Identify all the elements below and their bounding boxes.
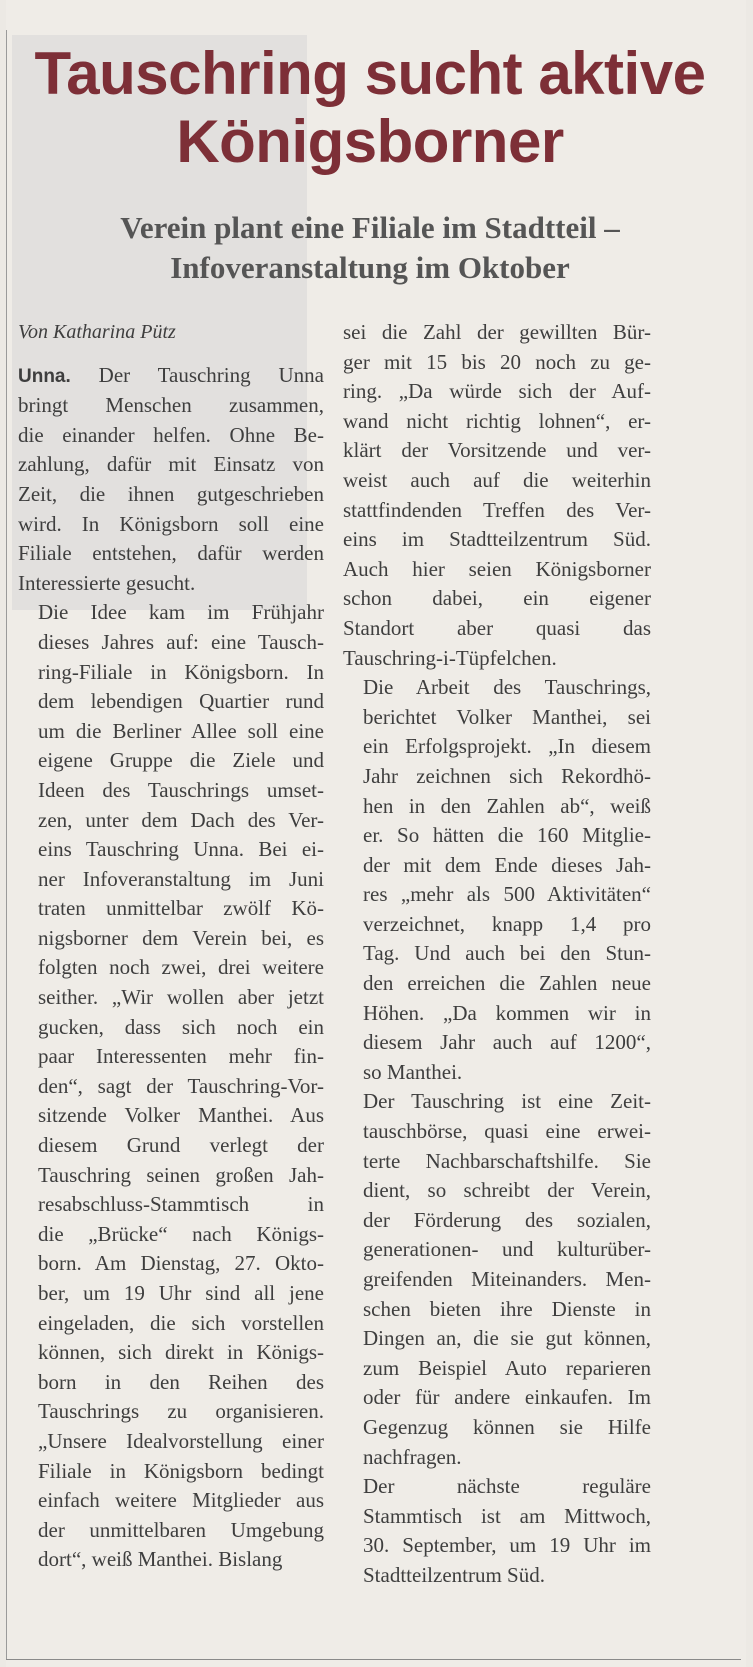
text-line: terte Nachbarschaftshilfe. Sie <box>363 1148 651 1173</box>
text-line: können, sich direkt in Königs- <box>38 1340 324 1365</box>
text-line: Die Arbeit des Tauschrings, <box>363 675 651 700</box>
text-line: diesem Jahr auch auf 1200“, <box>363 1030 651 1055</box>
text-line: Der nächste reguläre <box>363 1474 651 1499</box>
text-line: diesem Grund verlegt der <box>38 1133 324 1158</box>
text-line: die einander helfen. Ohne Be- <box>18 422 324 447</box>
text-line: zen, unter dem Dach des Ver- <box>38 807 324 832</box>
text-line: res „mehr als 500 Aktivitäten“ <box>363 882 651 907</box>
text-line: berichtet Volker Manthei, sei <box>363 704 651 729</box>
text-line: Dingen an, die sie gut können, <box>363 1326 651 1351</box>
subheadline: Verein plant eine Filiale im Stadtteil – Infoveranstaltung im Oktober <box>120 210 620 285</box>
text-line: dieses Jahres auf: eine Tausch- <box>38 629 324 654</box>
text-line: folgten noch zwei, drei weitere <box>38 955 324 980</box>
text-line: Filiale in Königsborn bedingt <box>38 1458 324 1483</box>
text-line: Gegenzug können sie Hilfe <box>363 1414 651 1439</box>
text-line: Tauschrings zu organisieren. <box>38 1399 324 1424</box>
text-line: sei die Zahl der gewillten Bür- <box>343 320 651 344</box>
text-line: zum Beispiel Auto reparieren <box>363 1355 651 1380</box>
text-line: „Unsere Idealvorstellung einer <box>38 1428 324 1453</box>
text-line: eins Tauschring Unna. Bei ei- <box>38 837 324 862</box>
text-line: dort“, weiß Manthei. Bislang <box>38 1547 283 1572</box>
text-line: Interessierte gesucht. <box>18 570 196 595</box>
text-line: dient, so schreibt der Verein, <box>363 1178 651 1203</box>
text-line: einfach weitere Mitglieder aus <box>38 1488 324 1513</box>
text-line: born in den Reihen des <box>38 1369 324 1394</box>
bottom-rule <box>6 1659 741 1660</box>
text-line: wird. In Königsborn soll eine <box>18 511 324 536</box>
text-line: Zeit, die ihnen gutgeschrieben <box>18 481 324 506</box>
text-line: der unmittelbaren Umgebung <box>38 1517 324 1542</box>
article-paragraph <box>343 1087 651 1472</box>
text-line: eigene Gruppe die Ziele und <box>38 748 324 773</box>
article-paragraph <box>343 1472 651 1590</box>
text-line: ring-Filiale in Königsborn. In <box>38 659 324 684</box>
text-line: ring. „Da würde sich der Auf- <box>343 379 651 404</box>
article-column-left <box>18 318 324 1575</box>
column-rule <box>6 30 7 1660</box>
article-column-right <box>343 318 651 1591</box>
text-line: verzeichnet, knapp 1,4 pro <box>363 911 651 936</box>
text-line: Höhen. „Da kommen wir in <box>363 1000 651 1025</box>
article-paragraph <box>343 673 651 1087</box>
text-line: Stammtisch ist am Mittwoch, <box>363 1503 651 1528</box>
text-line: er. So hätten die 160 Mitglie- <box>363 823 651 848</box>
text-line: nachfragen. <box>363 1444 462 1469</box>
text-line: Standort aber quasi das <box>343 615 651 640</box>
text-line: ner Infoveranstaltung im Juni <box>38 866 324 891</box>
text-line: dem lebendigen Quartier rund <box>38 689 324 714</box>
text-line: Tauschring-i-Tüpfelchen. <box>343 645 557 670</box>
text-line: schen bieten ihre Dienste in <box>363 1296 651 1321</box>
text-line: Ideen des Tauschrings umset- <box>38 777 324 802</box>
text-line: weist auch auf die weiterhin <box>343 467 651 492</box>
text-line: die „Brücke“ nach Königs- <box>38 1221 324 1246</box>
text-line: Stadtteilzentrum Süd. <box>363 1562 545 1587</box>
text-line: bringt Menschen zusammen, <box>18 393 324 418</box>
text-line: Jahr zeichnen sich Rekordhö- <box>363 763 651 788</box>
text-line: tauschbörse, quasi eine erwei- <box>363 1119 651 1144</box>
text-line: ger mit 15 bis 20 noch zu ge- <box>343 349 651 374</box>
text-line: den erreichen die Zahlen neue <box>363 971 651 996</box>
byline: Von Katharina Pütz <box>18 321 176 343</box>
text-line: greifenden Miteinanders. Men- <box>363 1267 651 1291</box>
text-line: eingeladen, die sich vorstellen <box>38 1310 324 1335</box>
text-line: hen in den Zahlen ab“, weiß <box>363 793 651 818</box>
text-line: klärt der Vorsitzende und ver- <box>343 438 651 463</box>
text-line: schon dabei, ein eigener <box>343 586 651 611</box>
article-paragraph <box>343 318 651 673</box>
text-line: paar Interessenten mehr fin- <box>38 1044 324 1069</box>
text-line: eins im Stadtteilzentrum Süd. <box>343 527 651 552</box>
text-line: Auch hier seien Königsborner <box>343 556 651 581</box>
text-line: der Förderung des sozialen, <box>363 1207 651 1232</box>
text-line: Tag. Und auch bei den Stun- <box>363 941 651 966</box>
text-line: traten unmittelbar zwölf Kö- <box>38 896 324 921</box>
text-line: resabschluss-Stammtisch in <box>38 1192 324 1217</box>
headline: Tauschring sucht aktive Königsborner <box>34 40 706 175</box>
text-line: Tauschring seinen großen Jah- <box>38 1162 324 1187</box>
article-paragraph <box>18 598 324 1575</box>
dateline: Unna. <box>18 365 71 387</box>
text-line: ber, um 19 Uhr sind all jene <box>38 1281 324 1305</box>
text-line: seither. „Wir wollen aber jetzt <box>38 985 324 1010</box>
text-line: nigsborner dem Verein bei, es <box>38 925 324 950</box>
text-line: wand nicht richtig lohnen“, er- <box>343 408 651 433</box>
text-line: oder für andere einkaufen. Im <box>363 1385 651 1410</box>
text-line: 30. September, um 19 Uhr im <box>363 1533 651 1558</box>
text-line: generationen- und kulturüber- <box>363 1237 651 1262</box>
text-line: Der Tauschring ist eine Zeit- <box>363 1089 651 1114</box>
text-line: um die Berliner Allee soll eine <box>38 718 324 743</box>
article-paragraph <box>18 361 324 599</box>
text-line: den“, sagt der Tauschring-Vor- <box>38 1073 324 1098</box>
text-line: gucken, dass sich noch ein <box>38 1014 324 1039</box>
text-line: der mit dem Ende dieses Jah- <box>363 852 651 877</box>
text-line: Die Idee kam im Frühjahr <box>38 600 324 625</box>
text-line: Unna. Der Tauschring Unna <box>18 362 324 387</box>
text-line: born. Am Dienstag, 27. Okto- <box>38 1251 324 1276</box>
text-line: zahlung, dafür mit Einsatz von <box>18 452 324 477</box>
text-line: stattfindenden Treffen des Ver- <box>343 497 651 522</box>
text-line: Filiale entstehen, dafür werden <box>18 541 324 566</box>
text-line: ein Erfolgsprojekt. „In diesem <box>363 734 651 759</box>
text-line: so Manthei. <box>363 1059 463 1084</box>
text-line: sitzende Volker Manthei. Aus <box>38 1103 324 1128</box>
